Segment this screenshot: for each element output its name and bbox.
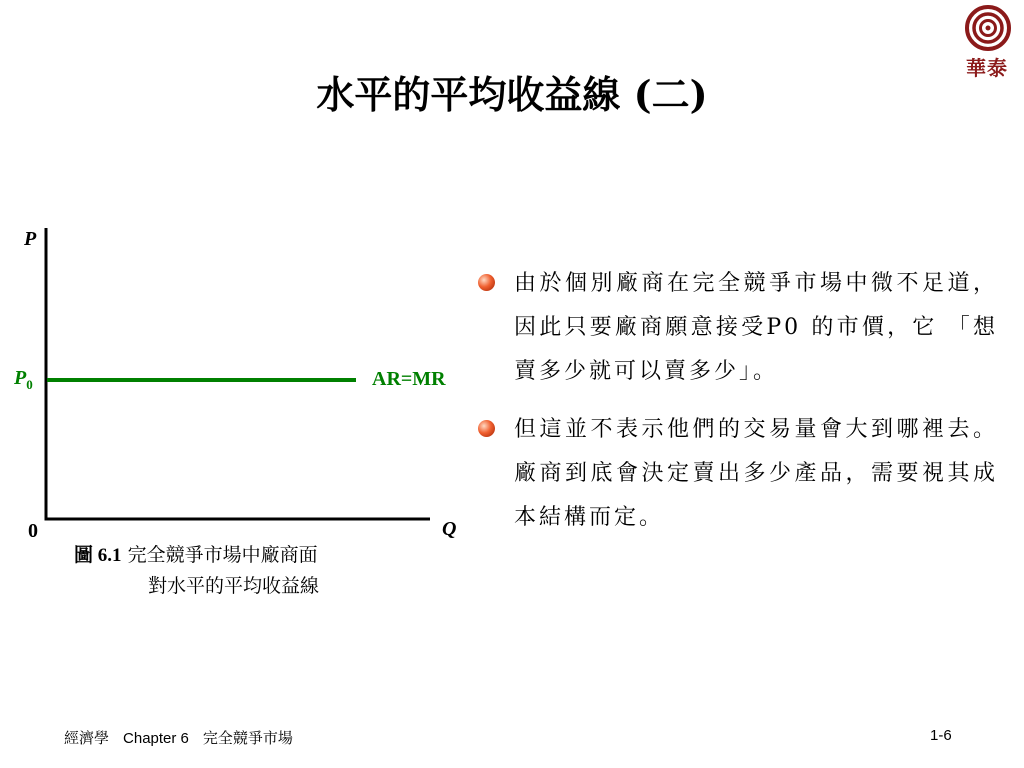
ar-mr-label: AR=MR xyxy=(372,368,446,390)
figure-number: 圖 6.1 xyxy=(74,545,122,566)
y-axis-label: P xyxy=(24,228,37,250)
footer-book: 經濟學 xyxy=(64,729,110,747)
logo-spiral-icon xyxy=(964,4,1012,52)
footer-chapter: Chapter 6 xyxy=(123,730,189,747)
bullet-text: 但這並不表示他們的交易量會大到哪裡去。廠商到底會決定賣出多少產品，需要視其成本結構而定。 xyxy=(514,417,998,530)
origin-label: 0 xyxy=(28,520,38,542)
page-number: 1-6 xyxy=(930,727,952,744)
caption-line-1: 完全競爭市場中廠商面 xyxy=(127,544,318,566)
figure-caption xyxy=(74,540,434,601)
price-subscript: 0 xyxy=(26,377,33,392)
price-label: P xyxy=(14,367,27,389)
bullet-list xyxy=(478,262,998,554)
footer-chapter-title: 完全競爭市場 xyxy=(202,729,293,747)
logo-text: 華泰 xyxy=(966,56,1008,80)
revenue-graph xyxy=(0,220,480,550)
bullet-dot-icon xyxy=(478,420,495,437)
x-axis-label: Q xyxy=(442,518,457,540)
price-p0-label xyxy=(14,367,33,393)
bullet-item xyxy=(478,408,998,540)
bullet-item xyxy=(478,262,998,394)
bullet-dot-icon xyxy=(478,274,495,291)
caption-line-2: 對水平的平均收益線 xyxy=(148,575,320,597)
bullet-text: 由於個別廠商在完全競爭市場中微不足道，因此只要廠商願意接受P0 的市價，它 「想賣多少就可以賣多少」。 xyxy=(514,271,998,384)
slide-title: 水平的平均收益線 (二) xyxy=(316,72,708,117)
footer-left xyxy=(64,727,293,748)
